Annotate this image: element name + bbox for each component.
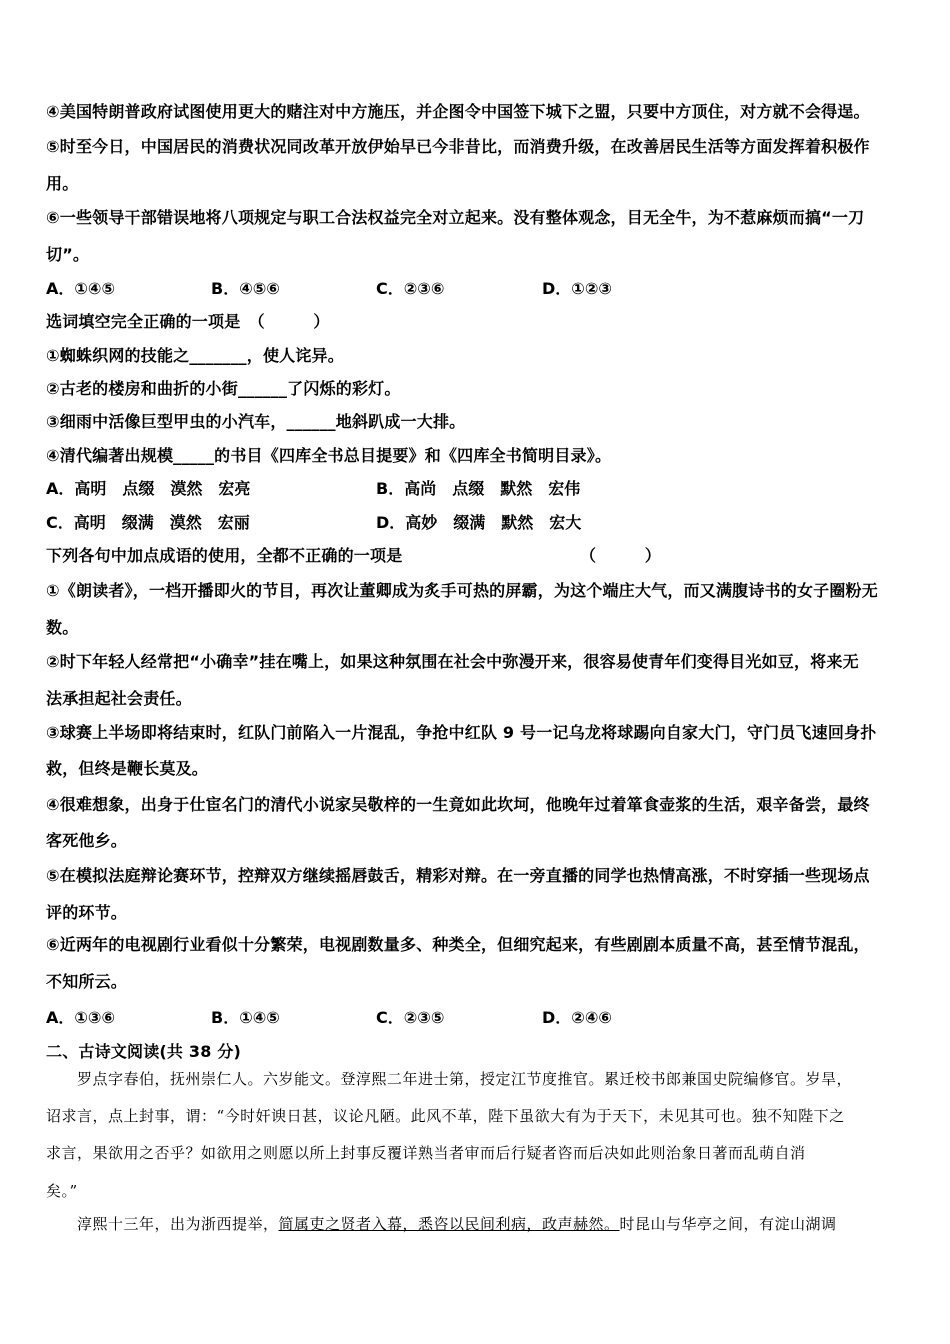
option-c: C．②③⑤ <box>376 1008 445 1027</box>
option-d: D．②④⑥ <box>542 1008 612 1027</box>
idiom-q-sentence-2-cont: 法承担起社会责任。 <box>46 689 192 708</box>
prev-q-sentence-6: ⑥一些领导干部错误地将八项规定与职工合法权益完全对立起来。没有整体观念，目无全牛，为不惹麻烦而搞“一刀 <box>46 208 865 227</box>
idiom-q-sentence-5: ⑤在模拟法庭辩论赛环节，控辩双方继续摇唇鼓舌，精彩对辩。在一旁直播的同学也热情高涨，不时穿插一些现场点 <box>46 866 870 885</box>
idiom-q-sentence-1: ①《朗读者》，一档开播即火的节目，再次让董卿成为炙手可热的屏霸，为这个端庄大气，而又满腹诗书的女子圈粉无 <box>46 581 878 600</box>
passage-line-5-start: 淳熙十三年，出为浙西提举， <box>46 1215 279 1233</box>
passage-line-5-end: 时昆山与华亭之间，有淀山湖调 <box>619 1215 837 1233</box>
fill-q-sentence-3: ③细雨中活像巨型甲虫的小汽车，______地斜趴成一大排。 <box>46 412 466 431</box>
idiom-q-stem <box>46 545 910 567</box>
prev-q-sentence-6-cont: 切”。 <box>46 245 90 264</box>
fill-q-stem: 选词填空完全正确的一项是 （ ） <box>46 312 330 331</box>
option-c: C．②③⑥ <box>376 279 445 298</box>
idiom-q-sentence-5-cont: 评的环节。 <box>46 903 128 922</box>
passage-line-4: 矣。” <box>46 1182 78 1200</box>
prev-q-sentence-5-cont: 用。 <box>46 174 79 193</box>
option-d: D．高妙 缀满 默然 宏大 <box>376 513 582 532</box>
idiom-q-sentence-1-cont: 数。 <box>46 618 79 637</box>
fill-q-sentence-1: ①蜘蛛织网的技能之_______，使人诧异。 <box>46 346 344 365</box>
option-b: B．高尚 点缀 默然 宏伟 <box>376 479 581 498</box>
underlined-translation-sentence: 简属吏之贤者入幕，悉咨以民间利病，政声赫然。 <box>278 1215 620 1233</box>
option-a: A．高明 点缀 漠然 宏亮 <box>46 479 251 498</box>
section-heading: 二、古诗文阅读(共 38 分) <box>46 1042 242 1061</box>
option-d: D．①②③ <box>542 279 612 298</box>
idiom-q-sentence-4-cont: 客死他乡。 <box>46 831 128 850</box>
fill-q-sentence-4: ④清代编著出规模_____的书目《四库全书总目提要》和《四库全书简明目录》。 <box>46 446 612 465</box>
fill-q-sentence-2: ②古老的楼房和曲折的小街______了闪烁的彩灯。 <box>46 379 401 398</box>
option-a: A．①③⑥ <box>46 1008 116 1027</box>
passage-line-2: 诏求言，点上封事，谓：“今时奸谀日甚，议论凡陋。此风不革，陛下虽欲大有为于天下，未见其可也。独不知陛下之 <box>46 1107 845 1125</box>
idiom-q-sentence-4: ④很难想象，出身于仕宦名门的清代小说家吴敬梓的一生竟如此坎坷，他晚年过着箪食壶浆的生活，艰辛备尝，最终 <box>46 795 870 814</box>
option-b: B．①④⑤ <box>211 1008 280 1027</box>
option-a: A．①④⑤ <box>46 279 116 298</box>
answer-paren: （ ） <box>580 546 662 565</box>
idiom-q-stem-text: 下列各句中加点成语的使用，全都不正确的一项是 <box>46 546 403 565</box>
idiom-q-sentence-2: ②时下年轻人经常把“小确幸”挂在嘴上，如果这种氛围在社会中弥漫开来，很容易使青年们变得目光如豆，将来无 <box>46 652 859 671</box>
idiom-q-sentence-3-cont: 救，但终是鞭长莫及。 <box>46 759 209 778</box>
idiom-q-sentence-3: ③球赛上半场即将结束时，红队门前陷入一片混乱，争抢中红队 9 号一记乌龙将球踢向自家大门，守门员飞速回身扑 <box>46 723 877 742</box>
passage-line-1: 罗点字春伯，抚州崇仁人。六岁能文。登淳熙二年进士第，授定江节度推官。累迁校书郎兼国史院编修官。岁旱， <box>46 1070 853 1088</box>
idiom-q-sentence-6: ⑥近两年的电视剧行业看似十分繁荣，电视剧数量多、种类全，但细究起来，有些剧剧本质量不高，甚至情节混乱， <box>46 935 870 954</box>
idiom-q-sentence-6-cont: 不知所云。 <box>46 972 128 991</box>
prev-q-sentence-5: ⑤时至今日，中国居民的消费状况同改革开放伊始早已今非昔比，而消费升级，在改善居民生活等方面发挥着积极作 <box>46 137 870 156</box>
prev-q-sentence-4: ④美国特朗普政府试图使用更大的赌注对中方施压，并企图令中国签下城下之盟，只要中方顶住，对方就不会得逞。 <box>46 102 870 121</box>
option-b: B．④⑤⑥ <box>211 279 280 298</box>
option-c: C．高明 缀满 漠然 宏丽 <box>46 513 250 532</box>
passage-line-3: 求言，果欲用之否乎？如欲用之则愿以所上封事反覆详熟当者审而后行疑者咨而后决如此则治象日著而乱萌自消 <box>46 1144 806 1162</box>
passage-line-5 <box>46 1213 910 1235</box>
